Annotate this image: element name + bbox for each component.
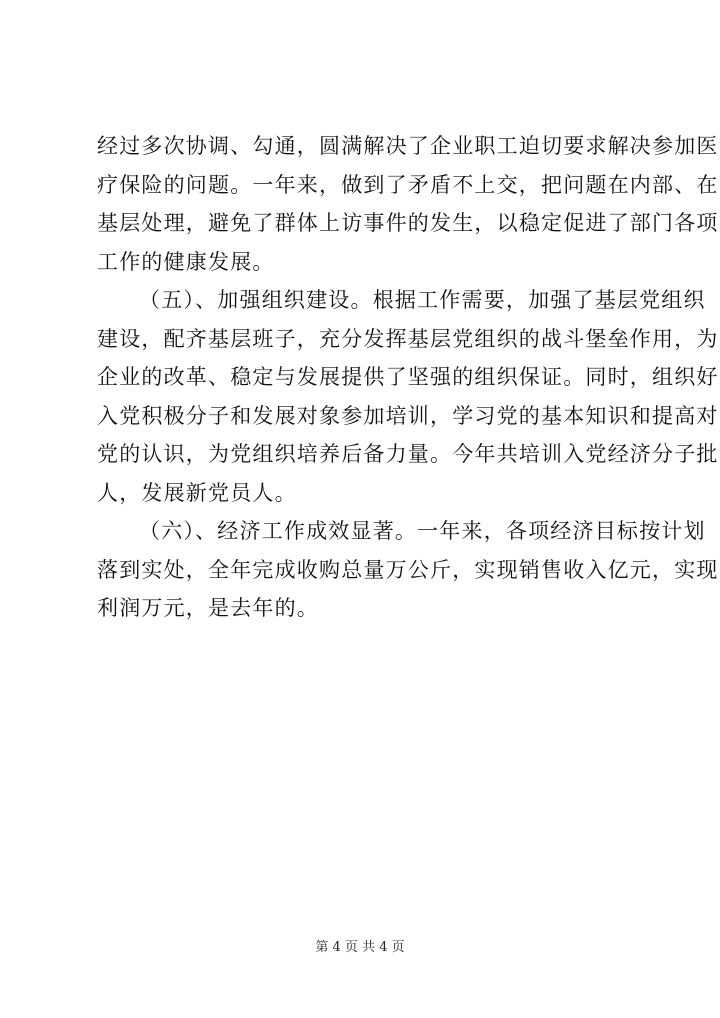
text-line: 基层处理，避免了群体上访事件的发生，以稳定促进了部门各项 xyxy=(97,211,719,235)
text-line: 落到实处，全年完成收购总量万公斤，实现销售收入亿元，实现 xyxy=(97,557,719,582)
document-body xyxy=(97,127,719,628)
text-line: 党的认识，为党组织培养后备力量。今年共培训入党经济分子批 xyxy=(97,442,719,466)
text-line: 工作的健康发展。 xyxy=(97,249,275,274)
page-number-footer: 第 4 页 共 4 页 xyxy=(315,940,405,955)
text-line: 建设，配齐基层班子，充分发挥基层党组织的战斗堡垒作用，为 xyxy=(97,326,719,351)
text-line: （六）、经济工作成效显著。一年来，各项经济目标按计划 xyxy=(139,519,706,543)
text-line: 企业的改革、稳定与发展提供了坚强的组织保证。同时，组织好 xyxy=(97,365,719,389)
text-line: 利润万元，是去年的。 xyxy=(97,596,319,620)
text-line: （五）、加强组织建设。根据工作需要，加强了基层党组织 xyxy=(139,288,706,312)
text-line: 经过多次协调、勾通，圆满解决了企业职工迫切要求解决参加医 xyxy=(97,134,719,158)
text-line: 人，发展新党员人。 xyxy=(97,480,297,505)
text-line: 入党积极分子和发展对象参加培训，学习党的基本知识和提高对 xyxy=(97,403,719,428)
text-line: 疗保险的问题。一年来，做到了矛盾不上交，把问题在内部、在 xyxy=(97,172,719,197)
